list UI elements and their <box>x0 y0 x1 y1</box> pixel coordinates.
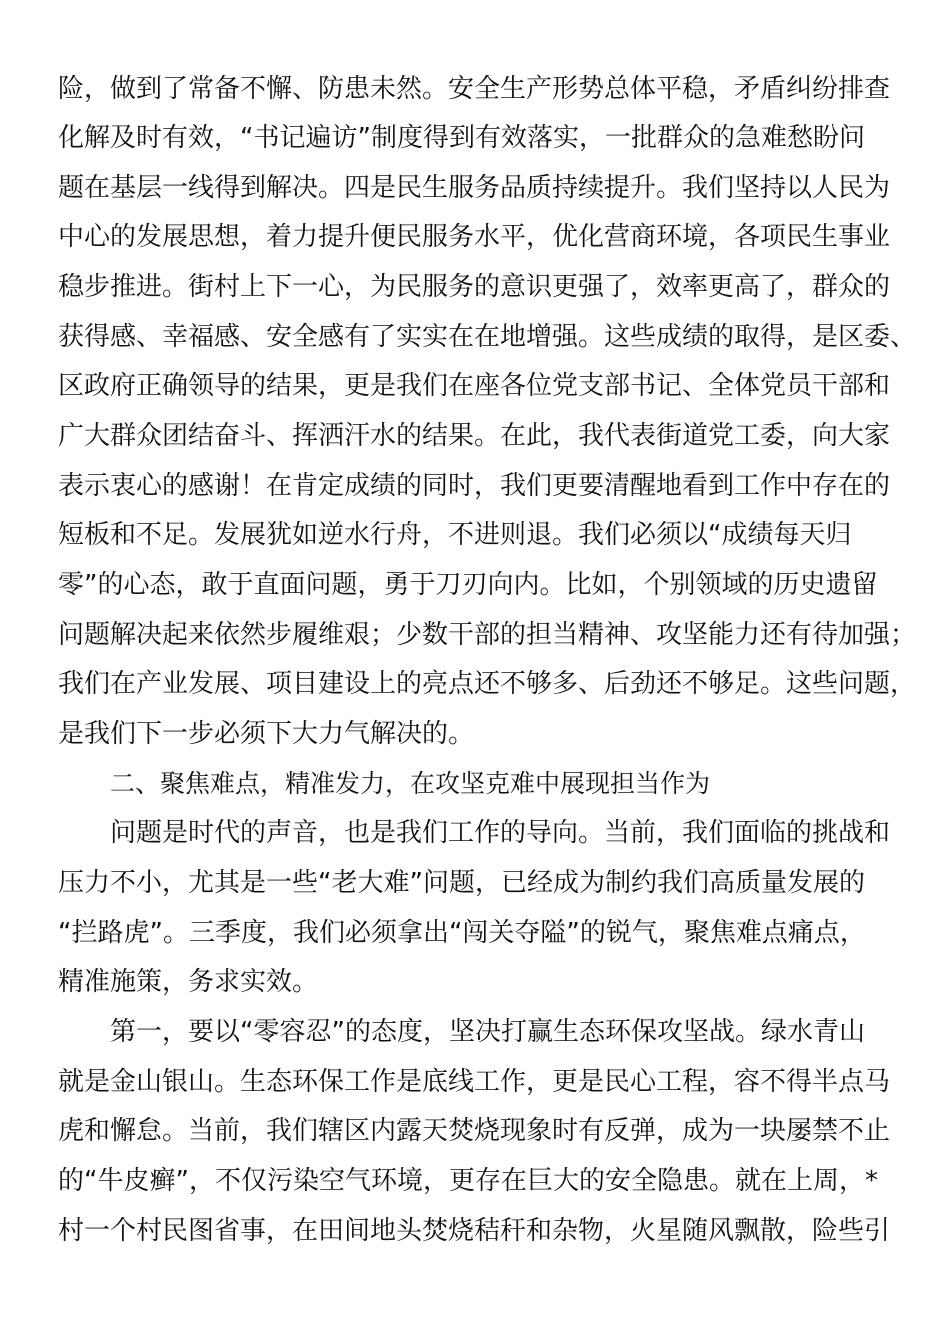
text-line: 化解及时有效，“书记遍访”制度得到有效落实，一批群众的急难愁盼问 <box>58 123 865 153</box>
text-line: 短板和不足。发展犹如逆水行舟，不进则退。我们必须以“成绩每天归 <box>58 520 852 550</box>
text-line: 虎和懈怠。当前，我们辖区内露天焚烧现象时有反弹，成为一块屡禁不止 <box>58 1116 891 1146</box>
text-line: 题在基层一线得到解决。四是民生服务品质持续提升。我们坚持以人民为 <box>58 173 891 203</box>
text-line: 问题解决起来依然步履维艰；少数干部的担当精神、攻坚能力还有待加强； <box>58 620 917 650</box>
text-line: 区政府正确领导的结果，更是我们在座各位党支部书记、全体党员干部和 <box>58 371 891 401</box>
text-line: 压力不小，尤其是一些“老大难”问题，已经成为制约我们高质量发展的 <box>58 868 865 898</box>
text-line: 就是金山银山。生态环保工作是底线工作，更是民心工程，容不得半点马 <box>58 1067 891 1097</box>
text-line: 中心的发展思想，着力提升便民服务水平，优化营商环境，各项民生事业 <box>58 222 891 252</box>
section-heading: 二、聚焦难点，精准发力，在攻坚克难中展现担当作为 <box>110 769 711 798</box>
text-line: 我们在产业发展、项目建设上的亮点还不够多、后劲还不够足。这些问题， <box>58 669 917 699</box>
text-line: 第一，要以“零容忍”的态度，坚决打赢生态环保攻坚战。绿水青山 <box>110 1017 865 1047</box>
text-line: 获得感、幸福感、安全感有了实实在在地增强。这些成绩的取得，是区委、 <box>58 322 917 352</box>
text-line: 村一个村民图省事，在田间地头焚烧秸秆和杂物，火星随风飘散，险些引 <box>58 1216 891 1246</box>
text-line: 险，做到了常备不懈、防患未然。安全生产形势总体平稳，矛盾纠纷排查 <box>58 74 891 104</box>
text-line: 的“牛皮癣”，不仅污染空气环境，更存在巨大的安全隐患。就在上周，* <box>58 1166 878 1196</box>
text-line: 稳步推进。街村上下一心，为民服务的意识更强了，效率更高了，群众的 <box>58 272 891 302</box>
text-line: 零”的心态，敢于直面问题，勇于刀刃向内。比如，个别领域的历史遗留 <box>58 570 878 600</box>
text-line: “拦路虎”。三季度，我们必须拿出“闯关夺隘”的锐气，聚焦难点痛点， <box>58 918 866 948</box>
text-line: 广大群众团结奋斗、挥洒汗水的结果。在此，我代表街道党工委，向大家 <box>58 421 891 451</box>
text-line: 表示衷心的感谢！在肯定成绩的同时，我们更要清醒地看到工作中存在的 <box>58 471 891 501</box>
text-line: 精准施策，务求实效。 <box>58 967 319 997</box>
text-line: 问题是时代的声音，也是我们工作的导向。当前，我们面临的挑战和 <box>110 818 891 848</box>
text-line: 是我们下一步必须下大力气解决的。 <box>58 719 475 749</box>
